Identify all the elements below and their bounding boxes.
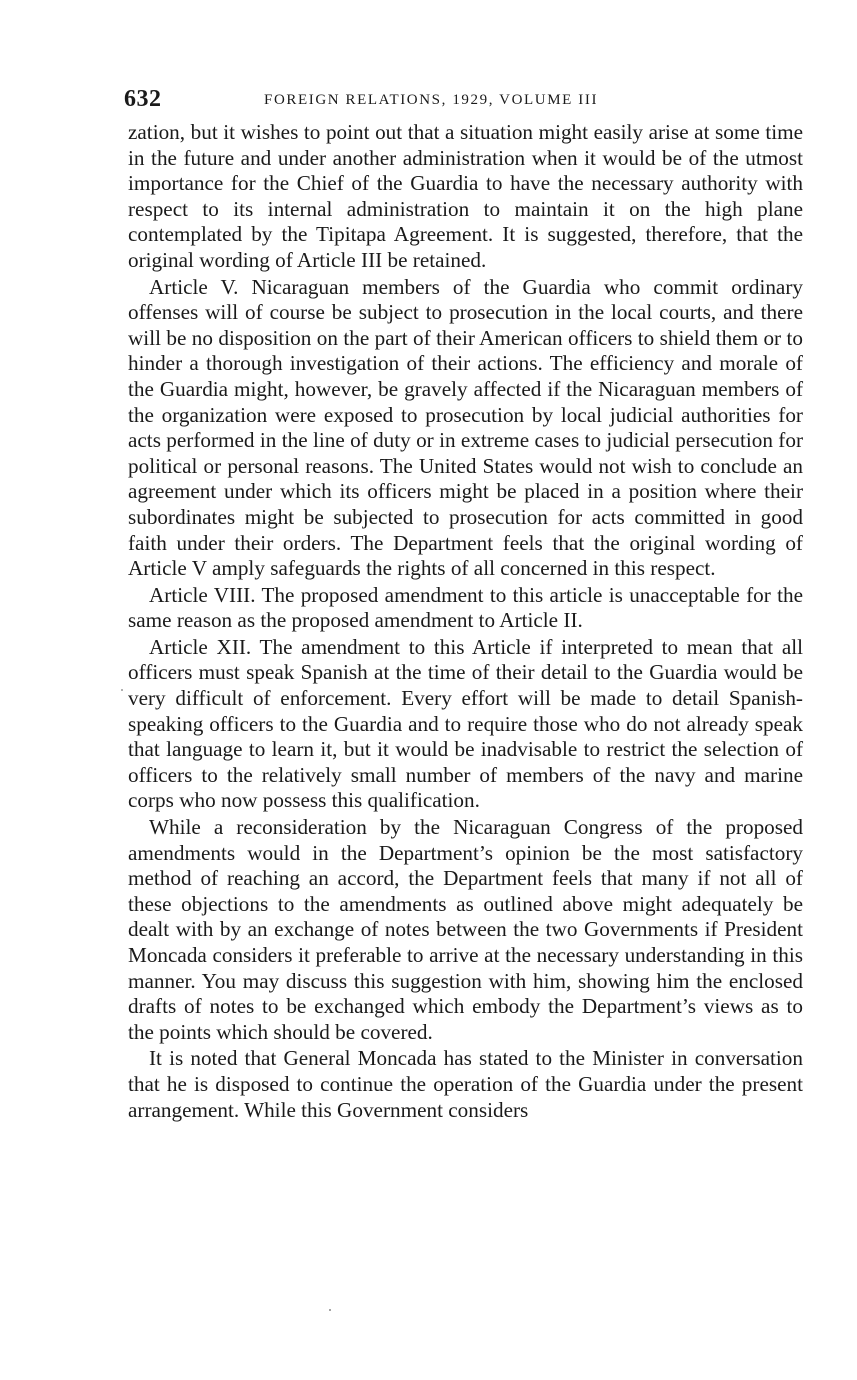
page-number: 632 <box>124 86 162 112</box>
body-text <box>128 120 803 1123</box>
paragraph-reconsideration: While a reconsideration by the Nicaraguan Congress of the proposed amendments would in the Department’s opinion be the most satisfactory method of reaching an accord, the Department feels that many if not all of these objections to the amendments as outlined above might adequately be dealt with by an exchange of notes between the two Governments if President Moncada considers it preferable to arrive at the necessary understanding in this manner. You may discuss this suggestion with him, showing him the enclosed drafts of notes to be exchanged which embody the Department’s views as to the points which should be covered. <box>128 815 803 1044</box>
margin-speck <box>121 689 123 691</box>
paragraph-article-xii: Article XII. The amendment to this Article if interpreted to mean that all officers must speak Spanish at the time of their detail to the Guardia would be very difficult of enforcement. Every effort will be made to detail Spanish-speaking officers to the Guardia and to require those who do not already speak that language to learn it, but it would be inadvisable to restrict the selection of officers to the relatively small number of members of the navy and marine corps who now possess this qualification. <box>128 634 803 813</box>
paragraph-continuation: zation, but it wishes to point out that a situation might easily arise at some time in the future and under another administration when it would be of the utmost importance for the Chief of the Guardia to have the necessary authority with respect to its internal administration to maintain it on the high plane contemplated by the Tipitapa Agreement. It is suggested, therefore, that the original wording of Article III be retained. <box>128 120 803 272</box>
paragraph-article-v: Article V. Nicaraguan members of the Guardia who commit ordinary offenses will of course be subject to prosecution in the local courts, and there will be no disposition on the part of their American officers to shield them or to hinder a thorough investigation of their actions. The efficiency and morale of the Guardia might, however, be gravely affected if the Nicaraguan members of the organization were exposed to prosecution by local judicial authorities for acts performed in the line of duty or in extreme cases to judicial persecution for political or personal reasons. The United States would not wish to conclude an agreement under which its officers might be placed in a position where their subordinates might be subjected to prosecution for acts committed in good faith under their orders. The Department feels that the original wording of Article V amply safeguards the rights of all concerned in this respect. <box>128 274 803 581</box>
running-title: FOREIGN RELATIONS, 1929, VOLUME III <box>264 92 599 108</box>
document-page <box>124 86 803 1123</box>
paragraph-article-viii: Article VIII. The proposed amendment to this article is unacceptable for the same reason as the proposed amendment to Article II. <box>128 582 803 633</box>
running-head <box>124 86 803 116</box>
paragraph-moncada: It is noted that General Moncada has stated to the Minister in conversation that he is disposed to continue the operation of the Guardia under the present arrangement. While this Government considers <box>128 1046 803 1122</box>
scan-speck <box>329 1309 331 1311</box>
